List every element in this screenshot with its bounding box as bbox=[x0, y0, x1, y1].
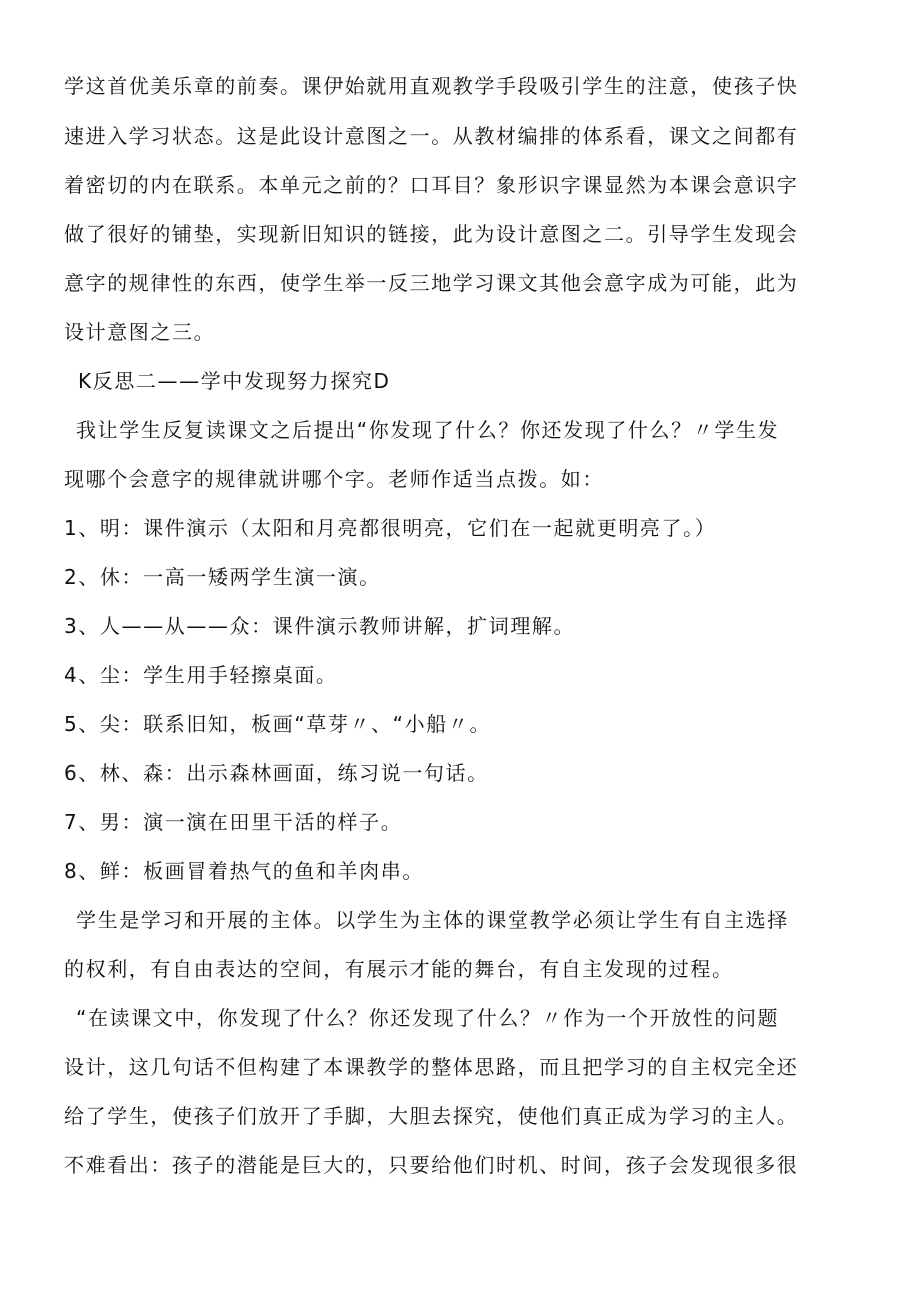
list-item: 1、明：课件演示（太阳和月亮都很明亮，它们在一起就更明亮了。） bbox=[64, 516, 717, 540]
paragraph-1-line-2: 速进入学习状态。这是此设计意图之一。从教材编排的体系看，课文之间都有 bbox=[64, 124, 799, 148]
list-item: 8、鲜：板画冒着热气的鱼和羊肉串。 bbox=[64, 859, 424, 883]
paragraph-1-line-3: 着密切的内在联系。本单元之前的？口耳目？象形识字课显然为本课会意识字 bbox=[64, 173, 799, 197]
list-item: 5、尖：联系旧知，板画“草芽〃、“小船〃。 bbox=[64, 712, 492, 736]
paragraph-4-line-3: 给了学生，使孩子们放开了手脚，大胆去探究，使他们真正成为学习的主人。 bbox=[64, 1104, 799, 1128]
paragraph-3-line-2: 的权利，有自由表达的空间，有展示才能的舞台，有自主发现的过程。 bbox=[64, 957, 734, 981]
paragraph-1-line-1: 学这首优美乐章的前奏。课伊始就用直观教学手段吸引学生的注意，使孩子快 bbox=[64, 74, 799, 98]
section-heading: K反思二——学中发现努力探究D bbox=[78, 369, 391, 393]
paragraph-1-line-5: 意字的规律性的东西，使学生举一反三地学习课文其他会意字成为可能，此为 bbox=[64, 271, 799, 295]
list-item: 2、休：一高一矮两学生演一演。 bbox=[64, 565, 381, 589]
list-item: 4、尘：学生用手轻擦桌面。 bbox=[64, 663, 338, 687]
paragraph-2-line-1: 我让学生反复读课文之后提出“你发现了什么？你还发现了什么？〃学生发 bbox=[76, 418, 780, 442]
paragraph-4-line-1: “在读课文中，你发现了什么？你还发现了什么？〃作为一个开放性的问题 bbox=[76, 1006, 780, 1030]
paragraph-1-line-4: 做了很好的铺垫，实现新旧知识的链接，此为设计意图之二。引导学生发现会 bbox=[64, 222, 799, 246]
list-item: 7、男：演一演在田里干活的样子。 bbox=[64, 810, 403, 834]
paragraph-3-line-1: 学生是学习和开展的主体。以学生为主体的课堂教学必须让学生有自主选择 bbox=[76, 908, 789, 932]
paragraph-4-line-2: 设计，这几句话不但构建了本课教学的整体思路，而且把学习的自主权完全还 bbox=[64, 1055, 799, 1079]
list-item: 3、人——从——众：课件演示教师讲解，扩词理解。 bbox=[64, 614, 576, 638]
paragraph-4-line-4: 不难看出：孩子的潜能是巨大的，只要给他们时机、时间，孩子会发现很多很 bbox=[64, 1153, 799, 1177]
paragraph-1-line-6: 设计意图之三。 bbox=[64, 320, 216, 344]
paragraph-2-line-2: 现哪个会意字的规律就讲哪个字。老师作适当点拨。如： bbox=[64, 467, 604, 491]
list-item: 6、林、森：出示森林画面，练习说一句话。 bbox=[64, 761, 489, 785]
